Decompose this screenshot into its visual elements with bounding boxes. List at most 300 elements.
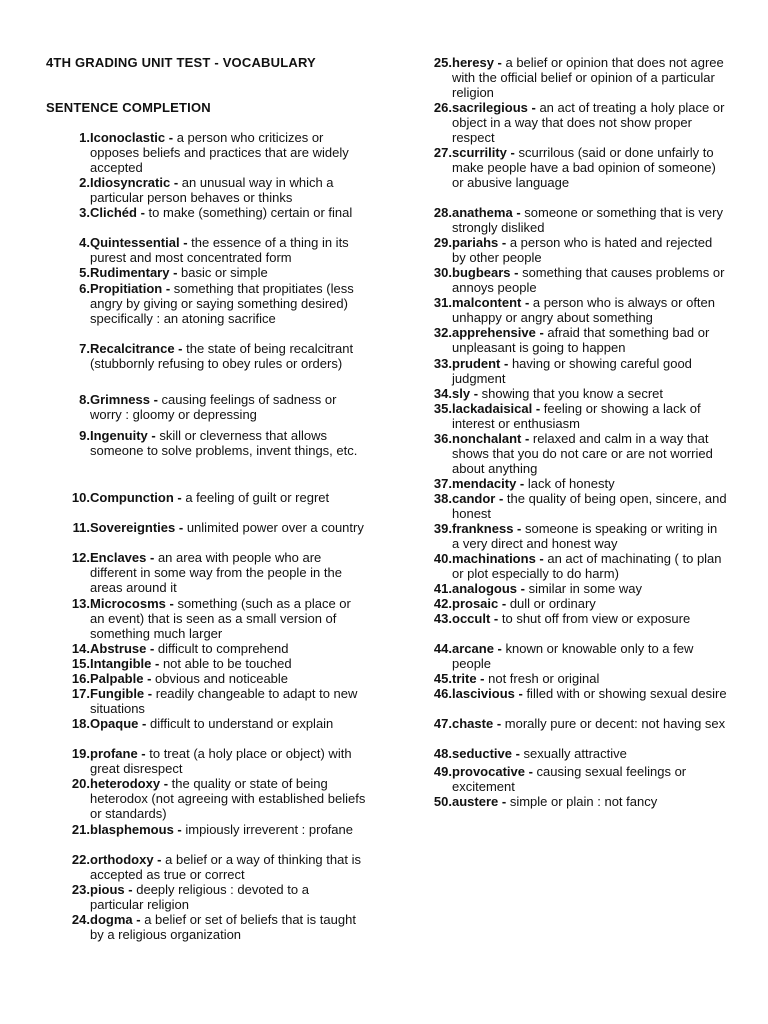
list-item — [428, 746, 728, 761]
page-title: 4TH GRADING UNIT TEST - VOCABULARY — [46, 55, 316, 70]
vocab-definition: similar in some way — [528, 581, 642, 596]
vocab-term: trite — [452, 671, 477, 686]
term-separator: - — [512, 205, 525, 220]
item-entry — [90, 656, 366, 671]
term-separator: - — [516, 476, 528, 491]
item-number: 26. — [433, 100, 452, 115]
item-number: 48. — [433, 746, 452, 761]
item-number: 14. — [71, 641, 90, 656]
vocab-definition: a person who is always or often unhappy or angry about something — [452, 295, 716, 325]
vocab-definition: something that propitiates (less angry by giving or saying something desired) specifically : an atoning sacrifice — [90, 281, 354, 326]
vocab-definition: something that causes problems or annoys people — [452, 265, 725, 295]
list-item — [428, 596, 728, 611]
vocab-definition: causing sexual feelings or excitement — [452, 764, 687, 794]
list-item — [66, 130, 366, 175]
item-entry — [452, 794, 728, 809]
list-item — [428, 325, 728, 355]
list-item — [66, 490, 366, 505]
item-entry — [452, 716, 728, 731]
list-item — [66, 716, 366, 731]
vocab-term: occult — [452, 611, 491, 626]
item-entry — [90, 341, 366, 371]
item-number: 16. — [71, 671, 90, 686]
vocab-definition: basic or simple — [181, 265, 268, 280]
vocab-definition: a feeling of guilt or regret — [185, 490, 330, 505]
item-number: 31. — [433, 295, 452, 310]
vocab-definition: the essence of a thing in its purest and most concentrated form — [90, 235, 349, 265]
vocab-definition: a person who criticizes or opposes beliefs and practices that are widely accepted — [90, 130, 349, 175]
section-heading: SENTENCE COMPLETION — [46, 100, 211, 115]
item-entry — [452, 205, 728, 235]
vocab-term: Quintessential — [90, 235, 180, 250]
list-item — [66, 265, 366, 280]
vocab-term: candor — [452, 491, 496, 506]
vocab-definition: someone or something that is very strongly disliked — [452, 205, 723, 235]
vocab-definition: sexually attractive — [523, 746, 627, 761]
term-separator: - — [495, 491, 507, 506]
term-separator: - — [493, 716, 505, 731]
list-item — [428, 235, 728, 265]
item-entry — [90, 490, 366, 505]
vocab-term: pariahs — [452, 235, 499, 250]
list-item — [428, 265, 728, 295]
vocab-definition: lack of honesty — [527, 476, 615, 491]
vocab-definition: difficult to understand or explain — [149, 716, 334, 731]
item-number: 1. — [79, 130, 90, 145]
item-number: 17. — [71, 686, 90, 701]
item-number: 49. — [433, 764, 452, 779]
term-separator: - — [160, 776, 172, 791]
vocab-definition: to shut off from view or exposure — [501, 611, 691, 626]
item-entry — [452, 581, 728, 596]
list-item — [428, 476, 728, 491]
item-number: 40. — [433, 551, 452, 566]
vocab-definition: skill or cleverness that allows someone to solve problems, invent things, etc. — [90, 428, 358, 458]
vocab-definition: a belief or a way of thinking that is accepted as true or correct — [90, 852, 361, 882]
vocab-definition: causing feelings of sadness or worry : gloomy or depressing — [90, 392, 337, 422]
item-number: 22. — [71, 852, 90, 867]
vocab-definition: a belief or opinion that does not agree with the official belief or opinion of a particular religion — [452, 55, 724, 100]
list-item — [428, 716, 728, 731]
vocab-term: profane — [90, 746, 138, 761]
item-entry — [90, 912, 366, 942]
term-separator: - — [498, 794, 510, 809]
item-number: 4. — [79, 235, 90, 250]
term-separator: - — [143, 671, 156, 686]
vocab-definition: afraid that something bad or unpleasant is going to happen — [452, 325, 710, 355]
item-entry — [90, 175, 366, 205]
vocab-term: heterodoxy — [90, 776, 161, 791]
term-separator: - — [510, 265, 523, 280]
list-item — [428, 295, 728, 325]
vocab-definition: a belief or set of beliefs that is taught by a religious organization — [90, 912, 356, 942]
vocab-definition: filled with or showing sexual desire — [526, 686, 727, 701]
vocab-term: heresy — [452, 55, 494, 70]
term-separator: - — [535, 551, 548, 566]
item-entry — [452, 764, 728, 794]
vocab-term: pious — [90, 882, 125, 897]
vocab-definition: simple or plain : not fancy — [509, 794, 658, 809]
vocab-definition: feeling or showing a lack of interest or enthusiasm — [452, 401, 701, 431]
term-separator: - — [165, 596, 178, 611]
item-number: 36. — [433, 431, 452, 446]
term-separator: - — [535, 325, 548, 340]
item-number: 47. — [433, 716, 452, 731]
item-entry — [90, 265, 366, 280]
list-item — [66, 746, 366, 776]
list-item — [66, 852, 366, 882]
list-item — [66, 235, 366, 265]
term-separator: - — [136, 205, 149, 220]
item-number: 39. — [433, 521, 452, 536]
vocab-definition: impiously irreverent : profane — [185, 822, 353, 837]
term-separator: - — [174, 341, 187, 356]
item-number: 24. — [71, 912, 90, 927]
vocab-term: dogma — [90, 912, 133, 927]
vocab-term: Fungible — [90, 686, 145, 701]
vocab-definition: scurrilous (said or done unfairly to make people have a bad opinion of someone) or abusive language — [452, 145, 716, 190]
vocab-term: frankness — [452, 521, 514, 536]
vocab-definition: having or showing careful good judgment — [452, 356, 692, 386]
vocab-definition: showing that you know a secret — [481, 386, 664, 401]
list-item — [428, 100, 728, 145]
item-number: 38. — [433, 491, 452, 506]
list-item — [66, 392, 366, 422]
vocab-term: lackadaisical — [452, 401, 533, 416]
vocab-term: austere — [452, 794, 499, 809]
vocab-term: chaste — [452, 716, 494, 731]
term-separator: - — [170, 175, 182, 190]
list-item — [66, 776, 366, 821]
vocab-term: sly — [452, 386, 471, 401]
vocab-definition: not able to be touched — [162, 656, 292, 671]
list-item — [428, 764, 728, 794]
term-separator: - — [527, 100, 540, 115]
list-item — [66, 596, 366, 641]
item-entry — [90, 882, 366, 912]
list-item — [428, 671, 728, 686]
term-separator: - — [132, 912, 145, 927]
list-item — [428, 356, 728, 386]
item-number: 5. — [79, 265, 90, 280]
term-separator: - — [521, 431, 533, 446]
item-entry — [452, 671, 728, 686]
item-number: 41. — [433, 581, 452, 596]
vocab-term: seductive — [452, 746, 512, 761]
item-number: 15. — [71, 656, 90, 671]
vocab-definition: to make (something) certain or final — [148, 205, 353, 220]
vocab-term: lascivious — [452, 686, 515, 701]
term-separator: - — [513, 521, 525, 536]
term-separator: - — [165, 130, 177, 145]
vocab-term: provocative — [452, 764, 525, 779]
list-item — [428, 401, 728, 431]
list-item — [428, 794, 728, 809]
vocab-term: Sovereignties — [90, 520, 176, 535]
vocab-term: Propitiation — [90, 281, 163, 296]
item-number: 46. — [433, 686, 452, 701]
item-number: 10. — [71, 490, 90, 505]
item-number: 13. — [71, 596, 90, 611]
vocab-term: Compunction — [90, 490, 174, 505]
vocab-term: Microcosms — [90, 596, 166, 611]
list-item — [66, 175, 366, 205]
vocab-definition: the state of being recalcitrant (stubbornly refusing to obey rules or orders) — [90, 341, 354, 371]
vocab-term: arcane — [452, 641, 494, 656]
vocab-definition: dull or ordinary — [509, 596, 596, 611]
item-entry — [452, 431, 728, 476]
item-number: 42. — [433, 596, 452, 611]
vocab-definition: known or knowable only to a few people — [452, 641, 694, 671]
vocab-definition: someone is speaking or writing in a very direct and honest way — [452, 521, 718, 551]
item-entry — [90, 392, 366, 422]
term-separator: - — [498, 235, 510, 250]
item-entry — [90, 822, 366, 837]
vocab-definition: difficult to comprehend — [157, 641, 289, 656]
item-number: 35. — [433, 401, 452, 416]
list-item — [66, 341, 366, 371]
item-number: 37. — [433, 476, 452, 491]
vocab-definition: readily changeable to adapt to new situations — [90, 686, 358, 716]
term-separator: - — [151, 656, 163, 671]
vocab-definition: an area with people who are different in some way from the people in the areas around it — [90, 550, 342, 595]
vocab-term: sacrilegious — [452, 100, 528, 115]
term-separator: - — [137, 746, 150, 761]
item-number: 3. — [79, 205, 90, 220]
item-entry — [452, 611, 728, 626]
vocab-definition: the quality of being open, sincere, and honest — [452, 491, 727, 521]
vocab-term: Iconoclastic — [90, 130, 166, 145]
item-entry — [90, 716, 366, 731]
term-separator: - — [162, 281, 174, 296]
term-separator: - — [532, 401, 544, 416]
item-number: 6. — [79, 281, 90, 296]
term-separator: - — [138, 716, 150, 731]
item-entry — [452, 686, 728, 701]
item-number: 32. — [433, 325, 452, 340]
list-item — [66, 428, 366, 458]
item-entry — [90, 428, 366, 458]
vocab-definition: an unusual way in which a particular person behaves or thinks — [90, 175, 334, 205]
vocab-term: Grimness — [90, 392, 150, 407]
item-entry — [90, 281, 366, 326]
vocab-term: prudent — [452, 356, 501, 371]
list-item — [66, 912, 366, 942]
vocab-definition: obvious and noticeable — [155, 671, 289, 686]
item-entry — [452, 521, 728, 551]
list-item — [428, 686, 728, 701]
item-entry — [452, 596, 728, 611]
item-number: 44. — [433, 641, 452, 656]
item-entry — [452, 551, 728, 581]
item-entry — [452, 55, 728, 100]
term-separator: - — [490, 611, 502, 626]
vocab-term: orthodoxy — [90, 852, 154, 867]
vocab-term: nonchalant — [452, 431, 522, 446]
item-entry — [452, 235, 728, 265]
item-number: 25. — [433, 55, 452, 70]
vocab-definition: an act of machinating ( to plan or plot especially to do harm) — [452, 551, 722, 581]
list-item — [428, 55, 728, 100]
item-entry — [90, 520, 366, 535]
item-entry — [452, 265, 728, 295]
item-entry — [90, 235, 366, 265]
list-item — [428, 205, 728, 235]
term-separator: - — [124, 882, 137, 897]
vocab-definition: relaxed and calm in a way that shows that you do not care or are not worried about anything — [452, 431, 713, 476]
item-number: 9. — [79, 428, 90, 443]
item-entry — [90, 596, 366, 641]
item-number: 43. — [433, 611, 452, 626]
item-number: 11. — [72, 520, 90, 535]
term-separator: - — [146, 641, 158, 656]
list-item — [428, 386, 728, 401]
item-entry — [452, 100, 728, 145]
item-number: 33. — [433, 356, 452, 371]
list-item — [428, 611, 728, 626]
vocab-term: Abstruse — [90, 641, 147, 656]
vocab-definition: unlimited power over a country — [186, 520, 364, 535]
list-item — [66, 882, 366, 912]
vocab-term: Recalcitrance — [90, 341, 175, 356]
item-entry — [90, 671, 366, 686]
vocab-term: Rudimentary — [90, 265, 170, 280]
list-item — [66, 550, 366, 595]
item-entry — [452, 401, 728, 431]
item-number: 34. — [433, 386, 452, 401]
term-separator: - — [476, 671, 489, 686]
item-entry — [90, 776, 366, 821]
term-separator: - — [153, 852, 166, 867]
vocab-term: Palpable — [90, 671, 144, 686]
vocab-term: blasphemous — [90, 822, 174, 837]
vocab-definition: not fresh or original — [488, 671, 600, 686]
term-separator: - — [493, 641, 506, 656]
vocab-definition: to treat (a holy place or object) with great disrespect — [90, 746, 352, 776]
term-separator: - — [149, 392, 162, 407]
item-number: 29. — [433, 235, 452, 250]
vocab-term: prosaic — [452, 596, 499, 611]
term-separator: - — [169, 265, 182, 280]
list-item — [428, 551, 728, 581]
term-separator: - — [144, 686, 156, 701]
term-separator: - — [179, 235, 192, 250]
list-item — [66, 281, 366, 326]
vocab-term: mendacity — [452, 476, 517, 491]
item-number: 23. — [71, 882, 90, 897]
term-separator: - — [147, 428, 160, 443]
item-entry — [90, 205, 366, 220]
vocab-term: Intangible — [90, 656, 152, 671]
item-number: 7. — [79, 341, 90, 356]
term-separator: - — [470, 386, 482, 401]
vocab-term: analogous — [452, 581, 518, 596]
vocab-term: bugbears — [452, 265, 511, 280]
vocab-definition: the quality or state of being heterodox (not agreeing with established beliefs or standards) — [90, 776, 366, 821]
item-entry — [90, 641, 366, 656]
term-separator: - — [514, 686, 527, 701]
item-entry — [452, 295, 728, 325]
vocab-definition: something (such as a place or an event) that is seen as a small version of something much larger — [90, 596, 351, 641]
term-separator: - — [498, 596, 510, 611]
list-item — [66, 686, 366, 716]
item-number: 12. — [71, 550, 90, 565]
list-item — [428, 641, 728, 671]
list-item — [66, 641, 366, 656]
item-number: 19. — [71, 746, 90, 761]
item-entry — [90, 746, 366, 776]
list-item — [66, 671, 366, 686]
term-separator: - — [506, 145, 519, 160]
vocab-term: scurrility — [452, 145, 507, 160]
item-number: 30. — [433, 265, 452, 280]
vocab-term: Clichéd — [90, 205, 137, 220]
vocab-definition: a person who is hated and rejected by other people — [452, 235, 713, 265]
list-item — [428, 491, 728, 521]
item-entry — [90, 550, 366, 595]
item-entry — [452, 746, 728, 761]
term-separator: - — [524, 764, 537, 779]
item-number: 45. — [433, 671, 452, 686]
term-separator: - — [517, 581, 529, 596]
item-number: 27. — [433, 145, 452, 160]
list-item — [66, 822, 366, 837]
item-number: 28. — [433, 205, 452, 220]
item-entry — [452, 145, 728, 190]
item-number: 50. — [433, 794, 452, 809]
item-entry — [452, 641, 728, 671]
item-entry — [452, 491, 728, 521]
list-item — [428, 581, 728, 596]
item-number: 18. — [71, 716, 90, 731]
list-item — [428, 431, 728, 476]
vocab-term: apprehensive — [452, 325, 536, 340]
list-item — [66, 205, 366, 220]
vocab-term: Opaque — [90, 716, 139, 731]
vocab-term: Enclaves — [90, 550, 147, 565]
term-separator: - — [511, 746, 524, 761]
item-number: 2. — [79, 175, 90, 190]
item-entry — [452, 356, 728, 386]
list-item — [66, 520, 366, 535]
vocab-term: anathema — [452, 205, 513, 220]
list-item — [428, 521, 728, 551]
vocab-term: Idiosyncratic — [90, 175, 171, 190]
term-separator: - — [173, 490, 186, 505]
vocab-term: malcontent — [452, 295, 522, 310]
term-separator: - — [521, 295, 533, 310]
item-entry — [90, 852, 366, 882]
item-entry — [452, 476, 728, 491]
term-separator: - — [173, 822, 186, 837]
list-item — [66, 656, 366, 671]
vocab-term: machinations — [452, 551, 536, 566]
term-separator: - — [146, 550, 158, 565]
item-entry — [452, 386, 728, 401]
item-entry — [90, 686, 366, 716]
term-separator: - — [175, 520, 187, 535]
item-entry — [452, 325, 728, 355]
list-item — [428, 145, 728, 190]
item-number: 21. — [71, 822, 90, 837]
item-entry — [90, 130, 366, 175]
term-separator: - — [493, 55, 506, 70]
vocab-definition: morally pure or decent: not having sex — [504, 716, 726, 731]
vocab-term: Ingenuity — [90, 428, 148, 443]
item-number: 8. — [79, 392, 90, 407]
vocab-definition: deeply religious : devoted to a particular religion — [90, 882, 309, 912]
item-number: 20. — [71, 776, 90, 791]
